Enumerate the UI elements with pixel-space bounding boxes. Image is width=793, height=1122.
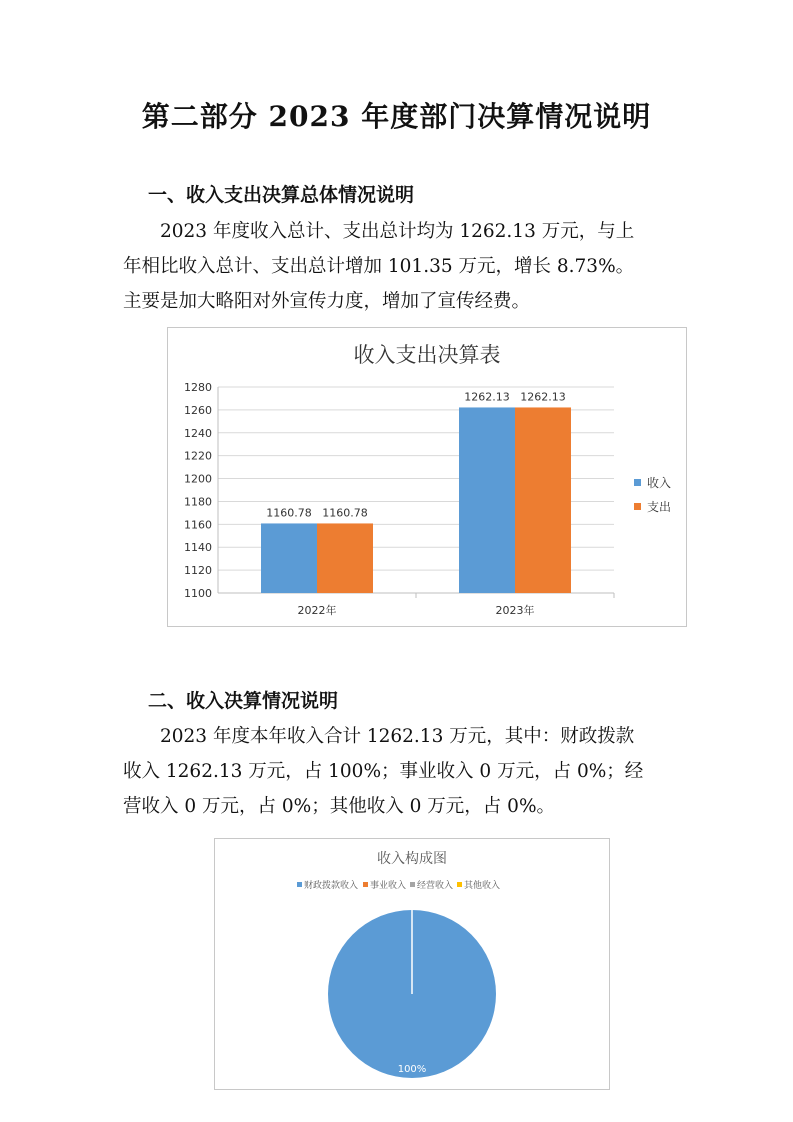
paragraph-line: 主要是加大略阳对外宣传力度，增加了宣传经费。: [123, 291, 531, 312]
paragraph-line: 营收入 0 万元，占 0%；其他收入 0 万元，占 0%。: [123, 796, 556, 817]
y-tick-label: 1180: [184, 495, 212, 509]
bar-data-label: 1160.78: [266, 506, 312, 520]
y-tick-label: 1100: [184, 587, 212, 600]
legend-swatch-财政拨款收入: [297, 882, 302, 887]
x-tick-label: 2022年: [297, 604, 337, 617]
pie-chart-canvas: [215, 839, 609, 1089]
y-tick-label: 1200: [184, 472, 212, 486]
y-tick-label: 1260: [184, 403, 212, 417]
y-tick-label: 1280: [184, 381, 212, 394]
bar-data-label: 1262.13: [464, 390, 510, 404]
section-heading-1: 一、收入支出决算总体情况说明: [148, 184, 415, 206]
section-heading-2: 二、收入决算情况说明: [148, 690, 339, 712]
legend-swatch-事业收入: [363, 882, 368, 887]
paragraph-line: 2023 年度本年收入合计 1262.13 万元，其中：财政拨款: [160, 726, 635, 747]
bar-chart: [167, 327, 687, 627]
bar-收入-2023年: [459, 407, 515, 593]
bar-chart-canvas: [168, 328, 686, 626]
y-tick-label: 1120: [184, 564, 212, 578]
chart-title: 收入支出决算表: [353, 343, 501, 367]
bar-data-label: 1262.13: [520, 390, 566, 404]
pie-chart: [214, 838, 610, 1090]
legend-label: 经营收入: [417, 881, 454, 891]
paragraph-line: 收入 1262.13 万元，占 100%；事业收入 0 万元，占 0%；经: [123, 761, 644, 782]
bar-data-label: 1160.78: [322, 506, 368, 520]
chart-title: 收入构成图: [377, 851, 447, 867]
legend-swatch-经营收入: [410, 882, 415, 887]
section1-paragraph: [123, 214, 683, 319]
paragraph-line: 年相比收入总计、支出总计增加 101.35 万元，增长 8.73%。: [123, 256, 635, 277]
legend-swatch-支出: [634, 503, 641, 510]
y-tick-label: 1160: [184, 518, 212, 532]
section2-paragraph: [123, 719, 683, 824]
y-tick-label: 1220: [184, 449, 212, 463]
bar-收入-2022年: [261, 523, 317, 593]
legend-label: 支出: [647, 500, 672, 514]
pie-data-label: 100%: [397, 1064, 427, 1075]
paragraph-line: 2023 年度收入总计、支出总计均为 1262.13 万元，与上: [160, 221, 635, 242]
legend-label: 其他收入: [464, 881, 501, 891]
legend-label: 事业收入: [370, 881, 407, 891]
bar-支出-2022年: [317, 523, 373, 593]
y-tick-label: 1240: [184, 426, 212, 440]
bar-支出-2023年: [515, 407, 571, 593]
legend-label: 收入: [647, 476, 672, 490]
page-title: 第二部分 2023 年度部门决算情况说明: [141, 100, 652, 133]
y-tick-label: 1140: [184, 541, 212, 555]
x-tick-label: 2023年: [495, 604, 535, 617]
legend-swatch-收入: [634, 479, 641, 486]
legend-label: 财政拨款收入: [304, 881, 359, 891]
legend-swatch-其他收入: [457, 882, 462, 887]
